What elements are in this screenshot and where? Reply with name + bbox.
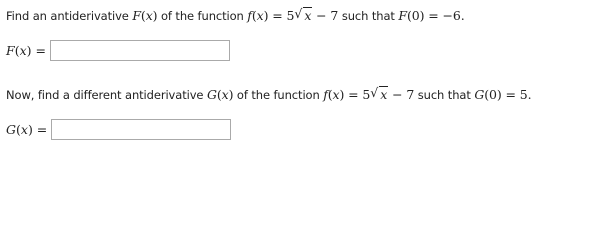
sqrt-symbol: √ x [370,85,388,102]
problem-2-condition-text: such that [414,88,475,102]
problem-1-intro: Find an antiderivative [6,9,133,23]
answer-1-label: F(x) = [6,43,46,58]
problem-1-function-expression: f(x) = 5 √ x − 7 [247,6,339,23]
problem-1-antiderivative-notation: F(x) [132,8,158,23]
answer-1-input[interactable] [50,40,230,61]
answer-2-input[interactable] [51,119,231,140]
problem-1-condition-text: such that [338,9,399,23]
problem-1-statement [6,8,465,23]
problem-2-function-expression: f(x) = 5 √ x − 7 [323,85,415,102]
problem-1-condition: F(0) = −6. [398,8,465,23]
answer-row-1 [6,40,230,61]
problem-1-mid-text: of the function [157,9,248,23]
sqrt-symbol: √ x [294,6,312,23]
problem-2-intro: Now, find a different antiderivative [6,88,207,102]
answer-2-label: G(x) = [6,122,48,137]
answer-row-2 [6,119,231,140]
problem-2-antiderivative-notation: G(x) [206,87,234,102]
problem-2-statement [6,87,531,102]
problem-2-mid-text: of the function [233,88,324,102]
problem-2-condition: G(0) = 5. [474,87,532,102]
